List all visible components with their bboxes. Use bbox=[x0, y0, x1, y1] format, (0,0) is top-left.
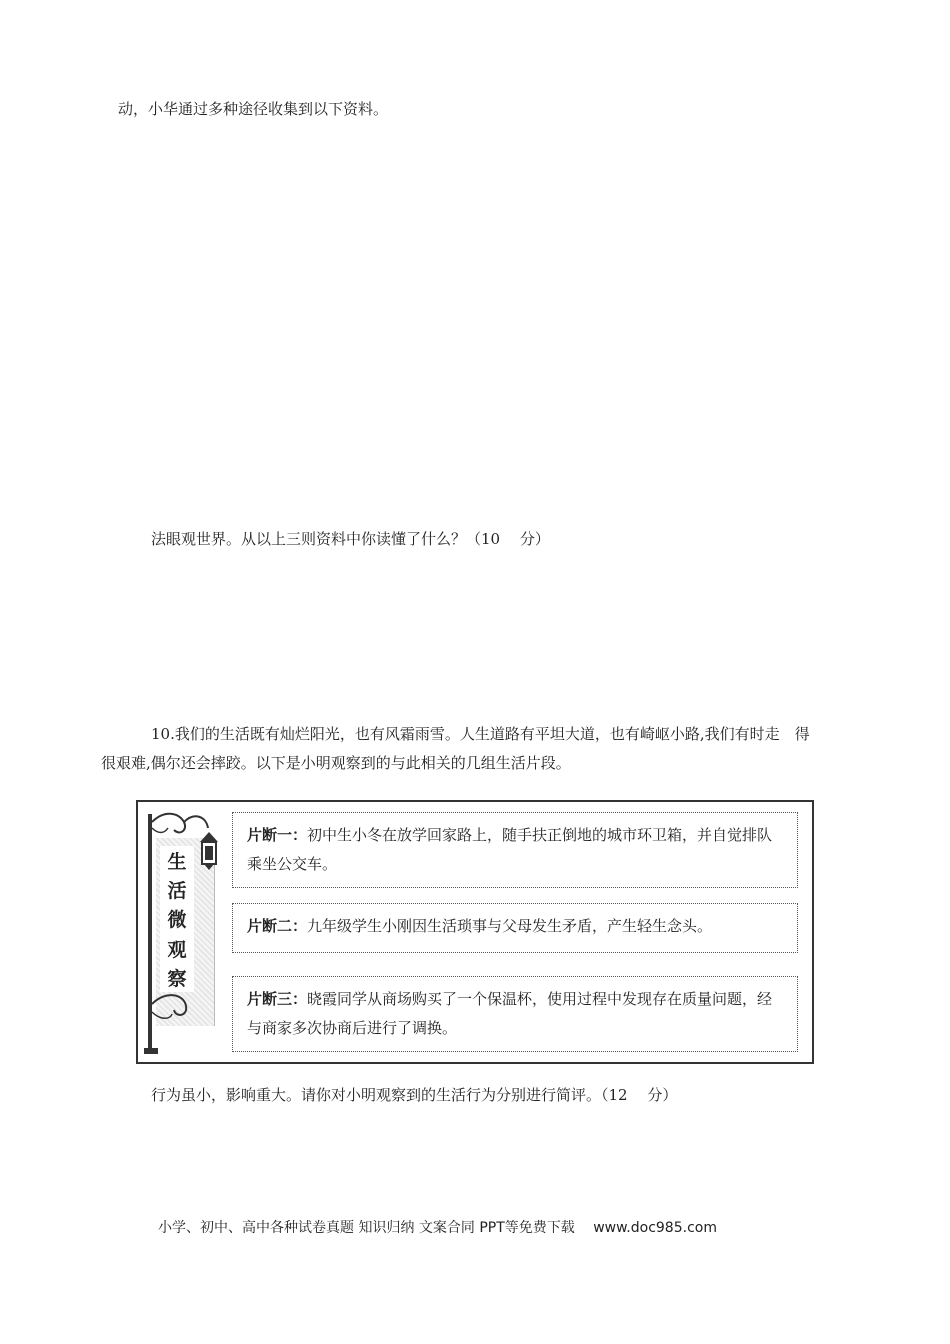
title-char: 生 bbox=[167, 851, 187, 874]
fragment-text: 初中生小冬在放学回家路上，随手扶正倒地的城市环卫箱，并自觉排队乘坐公交车。 bbox=[247, 826, 773, 873]
question-10-line2: 很艰难,偶尔还会摔跤。以下是小明观察到的与此相关的几组生活片段。 bbox=[101, 754, 571, 772]
title-char: 观 bbox=[167, 938, 187, 961]
life-observation-panel bbox=[136, 800, 814, 1064]
footer-text: 小学、初中、高中各种试卷真题 知识归纳 文案合同 PPT等免费下载 www.doc985.com bbox=[158, 1220, 717, 1236]
fragment-1 bbox=[232, 812, 798, 888]
fragment-text: 晓霞同学从商场购买了一个保温杯，使用过程中发现存在质量问题，经与商家多次协商后进行了调换。 bbox=[247, 990, 773, 1037]
question-10-line1: 10.我们的生活既有灿烂阳光，也有风霜雨雪。人生道路有平坦大道，也有崎岖小路,我们有时走 得 bbox=[151, 725, 810, 743]
panel-title bbox=[160, 846, 194, 992]
question-line: 行为虽小，影响重大。请你对小明观察到的生活行为分别进行简评。（12 分） bbox=[151, 1086, 678, 1104]
title-char: 察 bbox=[167, 967, 187, 990]
fragment-label: 片断三： bbox=[247, 990, 308, 1008]
question-line: 法眼观世界。从以上三则资料中你读懂了什么？（10 分） bbox=[151, 530, 550, 548]
title-char: 活 bbox=[167, 880, 187, 903]
fragment-label: 片断二： bbox=[247, 917, 308, 935]
lamp-post-illustration bbox=[144, 808, 218, 1056]
title-char: 微 bbox=[167, 909, 187, 932]
fragment-text: 九年级学生小刚因生活琐事与父母发生矛盾，产生轻生念头。 bbox=[307, 917, 713, 935]
fragment-2 bbox=[232, 903, 798, 953]
fragment-label: 片断一： bbox=[247, 826, 308, 844]
fragment-3 bbox=[232, 976, 798, 1052]
question-10 bbox=[101, 720, 831, 778]
intro-line: 动，小华通过多种途径收集到以下资料。 bbox=[118, 100, 389, 118]
